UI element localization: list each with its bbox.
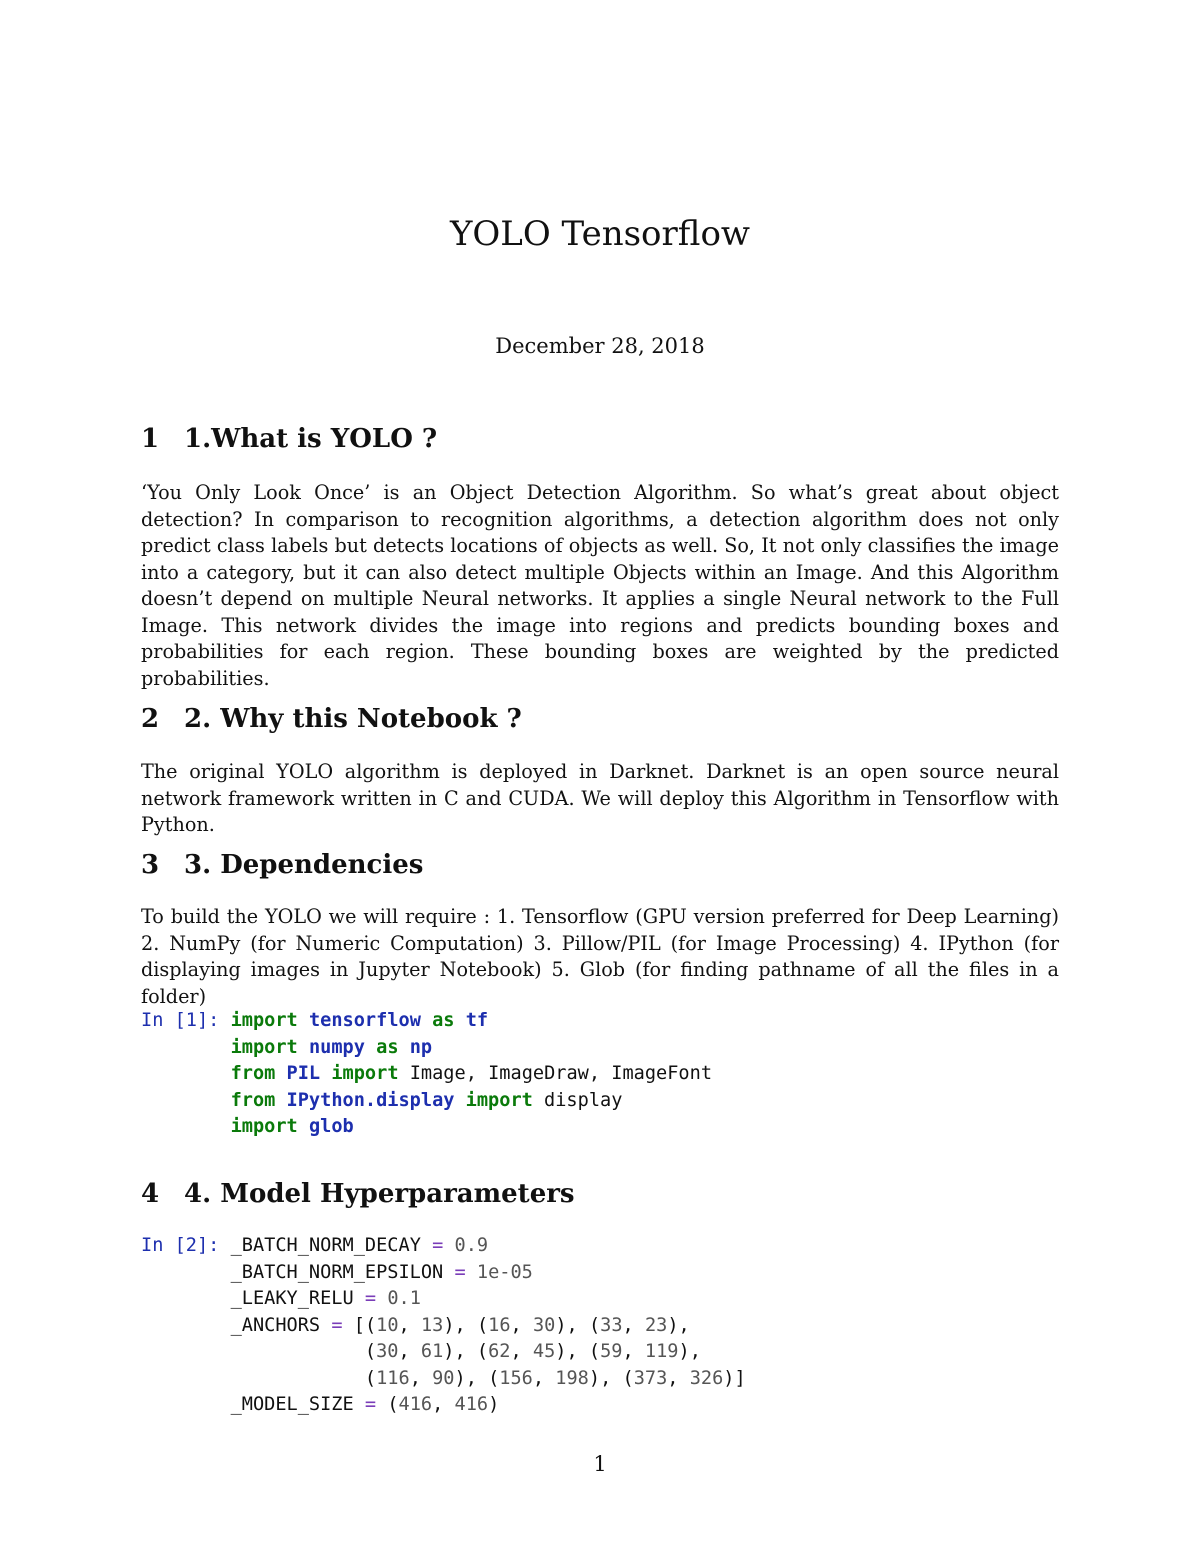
code-cell-2 (141, 1233, 746, 1419)
code-line: In [2]: _BATCH_NORM_DECAY = 0.9 (141, 1235, 489, 1256)
code-line: (116, 90), (156, 198), (373, 326)] (364, 1367, 746, 1389)
section-body-3: To build the YOLO we will require : 1. Tensorflow (GPU version preferred for Deep Learning) 2. NumPy (for Numeric Computation) 3. Pillow/PIL (for Image Processing) 4. IPython (for displaying images in Jupyter Notebook) 5. Glob (for finding pathname of all the files in a folder) (141, 905, 1059, 1008)
document-title: YOLO Tensorflow (449, 214, 751, 254)
section-title: 4. Model Hyperparameters (184, 1179, 575, 1209)
cell-prompt: In [1]: (141, 1010, 220, 1031)
code-line: (30, 61), (62, 45), (59, 119), (364, 1341, 701, 1362)
document-date: December 28, 2018 (495, 334, 705, 358)
code-line: In [1]: import tensorflow as tf (141, 1010, 489, 1031)
cell-prompt: In [2]: (141, 1235, 220, 1256)
code-line: _BATCH_NORM_EPSILON = 1e-05 (230, 1261, 533, 1283)
code-cell-1 (141, 1008, 712, 1141)
page-number: 1 (593, 1452, 607, 1476)
section-heading-3 (141, 850, 423, 880)
section-body-1: ‘You Only Look Once’ is an Object Detection Algorithm. So what’s great about object detection? In comparison to recognition algorithms, a detection algorithm does not only predict class labels but detects locations of objects as well. So, It not only classifies the image into a category, but it can also detect multiple Objects within an Image. And this Algorithm doesn’t depend on multiple Neural networks. It applies a single Neural network to the Full Image. This network divides the image into regions and predicts bounding boxes and probabilities for each region. These bounding boxes are weighted by the predicted probabilities. (141, 481, 1059, 690)
code-line: from PIL import Image, ImageDraw, ImageFont (230, 1063, 713, 1084)
section-title: 3. Dependencies (184, 850, 424, 880)
code-line: _MODEL_SIZE = (416, 416) (230, 1394, 500, 1415)
section-number: 3 (141, 850, 160, 880)
section-title: 1.What is YOLO ? (184, 424, 438, 454)
code-line: from IPython.display import display (230, 1089, 623, 1111)
code-line: import numpy as np (230, 1036, 433, 1058)
section-heading-1 (141, 424, 437, 454)
section-body-2: The original YOLO algorithm is deployed in Darknet. Darknet is an open source neural network framework written in C and CUDA. We will deploy this Algorithm in Tensorflow with Python. (141, 760, 1059, 836)
code-line: _ANCHORS = [(10, 13), (16, 30), (33, 23), (230, 1314, 690, 1336)
code-line: _LEAKY_RELU = 0.1 (230, 1288, 421, 1309)
section-title: 2. Why this Notebook ? (184, 704, 522, 734)
section-number: 4 (141, 1179, 160, 1209)
section-number: 1 (141, 424, 160, 454)
section-heading-4 (141, 1179, 575, 1209)
section-heading-2 (141, 704, 522, 734)
code-line: import glob (230, 1116, 354, 1137)
section-number: 2 (141, 704, 160, 734)
